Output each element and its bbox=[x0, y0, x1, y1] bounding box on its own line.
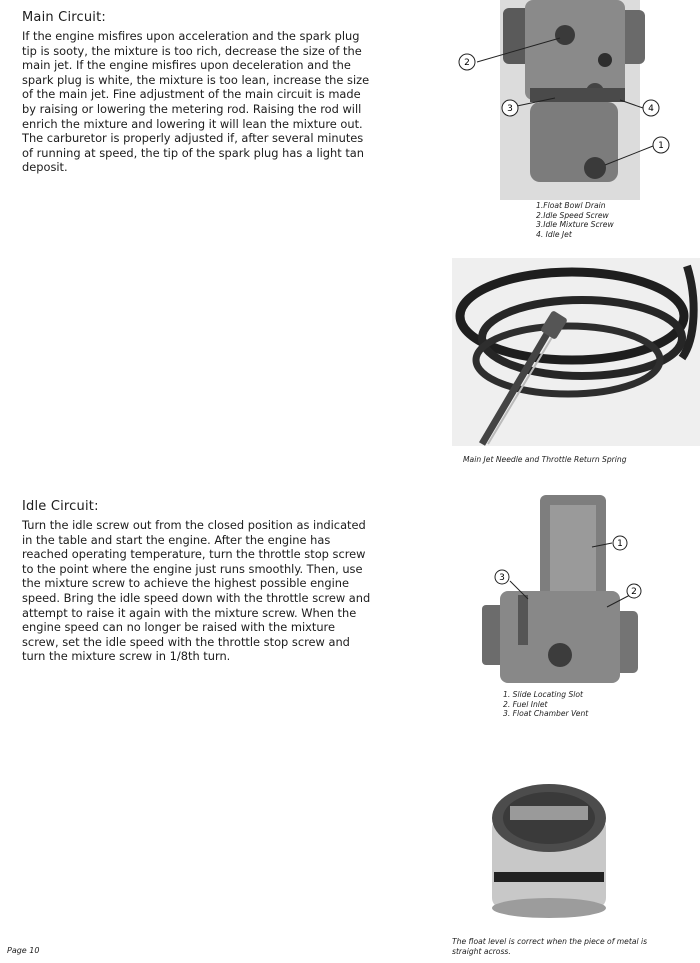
svg-text:2: 2 bbox=[464, 58, 470, 68]
callout-3 bbox=[495, 570, 509, 584]
carburetor-top-photo bbox=[455, 0, 685, 200]
figure1-legend bbox=[536, 201, 614, 239]
carburetor-side-photo bbox=[482, 495, 662, 687]
callout-3 bbox=[502, 100, 518, 116]
main-circuit-heading: Main Circuit: bbox=[22, 10, 106, 25]
callout-4 bbox=[643, 100, 659, 116]
svg-text:1: 1 bbox=[617, 539, 623, 549]
legend-item: 3.Idle Mixture Screw bbox=[536, 220, 614, 230]
legend-item: 4. Idle Jet bbox=[536, 229, 572, 239]
svg-text:4: 4 bbox=[648, 104, 654, 114]
callout-1 bbox=[653, 137, 669, 153]
jet-needle-spring-photo bbox=[452, 258, 700, 446]
idle-circuit-text: Turn the idle screw out from the closed position as indicated in the table and start the engine. After the engine has reached operating temperature, turn the throttle stop screw to the point where the engine just runs smoothly. Then, use the mixture screw to achieve the highest possible engine speed. Bring the idle speed down with the throttle screw and attempt to raise it again with the mixture screw. When the engine speed can no longer be raised with the mixture screw, set the idle speed with the throttle stop screw and turn the mixture screw in 1/8th turn. bbox=[22, 518, 371, 664]
idle-circuit-heading: Idle Circuit: bbox=[22, 499, 99, 514]
main-circuit-text: If the engine misfires upon acceleration and the spark plug tip is sooty, the mixture is too rich, decrease the size of the main jet. If the engine misfires upon deceleration and the spark plug is white, the mixture is too lean, increase the size of the main jet. Fine adjustment of the main circuit is made by raising or lowering the metering rod. Raising the rod will enrich the mixture and lowering it will lean the mixture out. The carburetor is properly adjusted if, after several minutes of running at speed, the tip of the spark plug has a light tan deposit. bbox=[22, 29, 370, 175]
legend-item: 1. Slide Locating Slot bbox=[503, 690, 583, 699]
callout-2 bbox=[627, 584, 641, 598]
legend-item: 2. Fuel Inlet bbox=[503, 699, 548, 709]
float-chamber-photo bbox=[488, 778, 610, 918]
figure4-caption: The float level is correct when the piece of metal is straight across. bbox=[452, 937, 648, 956]
callout-1 bbox=[613, 536, 627, 550]
svg-text:3: 3 bbox=[507, 104, 513, 114]
figure2-caption: Main Jet Needle and Throttle Return Spring bbox=[463, 455, 627, 464]
svg-text:3: 3 bbox=[499, 573, 505, 583]
figure3-legend bbox=[503, 690, 588, 719]
legend-item: 3. Float Chamber Vent bbox=[503, 709, 589, 719]
legend-item: 1.Float Bowl Drain bbox=[536, 201, 606, 210]
page-number: Page 10 bbox=[7, 946, 40, 955]
svg-text:1: 1 bbox=[658, 141, 664, 151]
svg-text:2: 2 bbox=[631, 587, 637, 597]
legend-item: 2.Idle Speed Screw bbox=[536, 210, 609, 220]
callout-2 bbox=[459, 54, 475, 70]
